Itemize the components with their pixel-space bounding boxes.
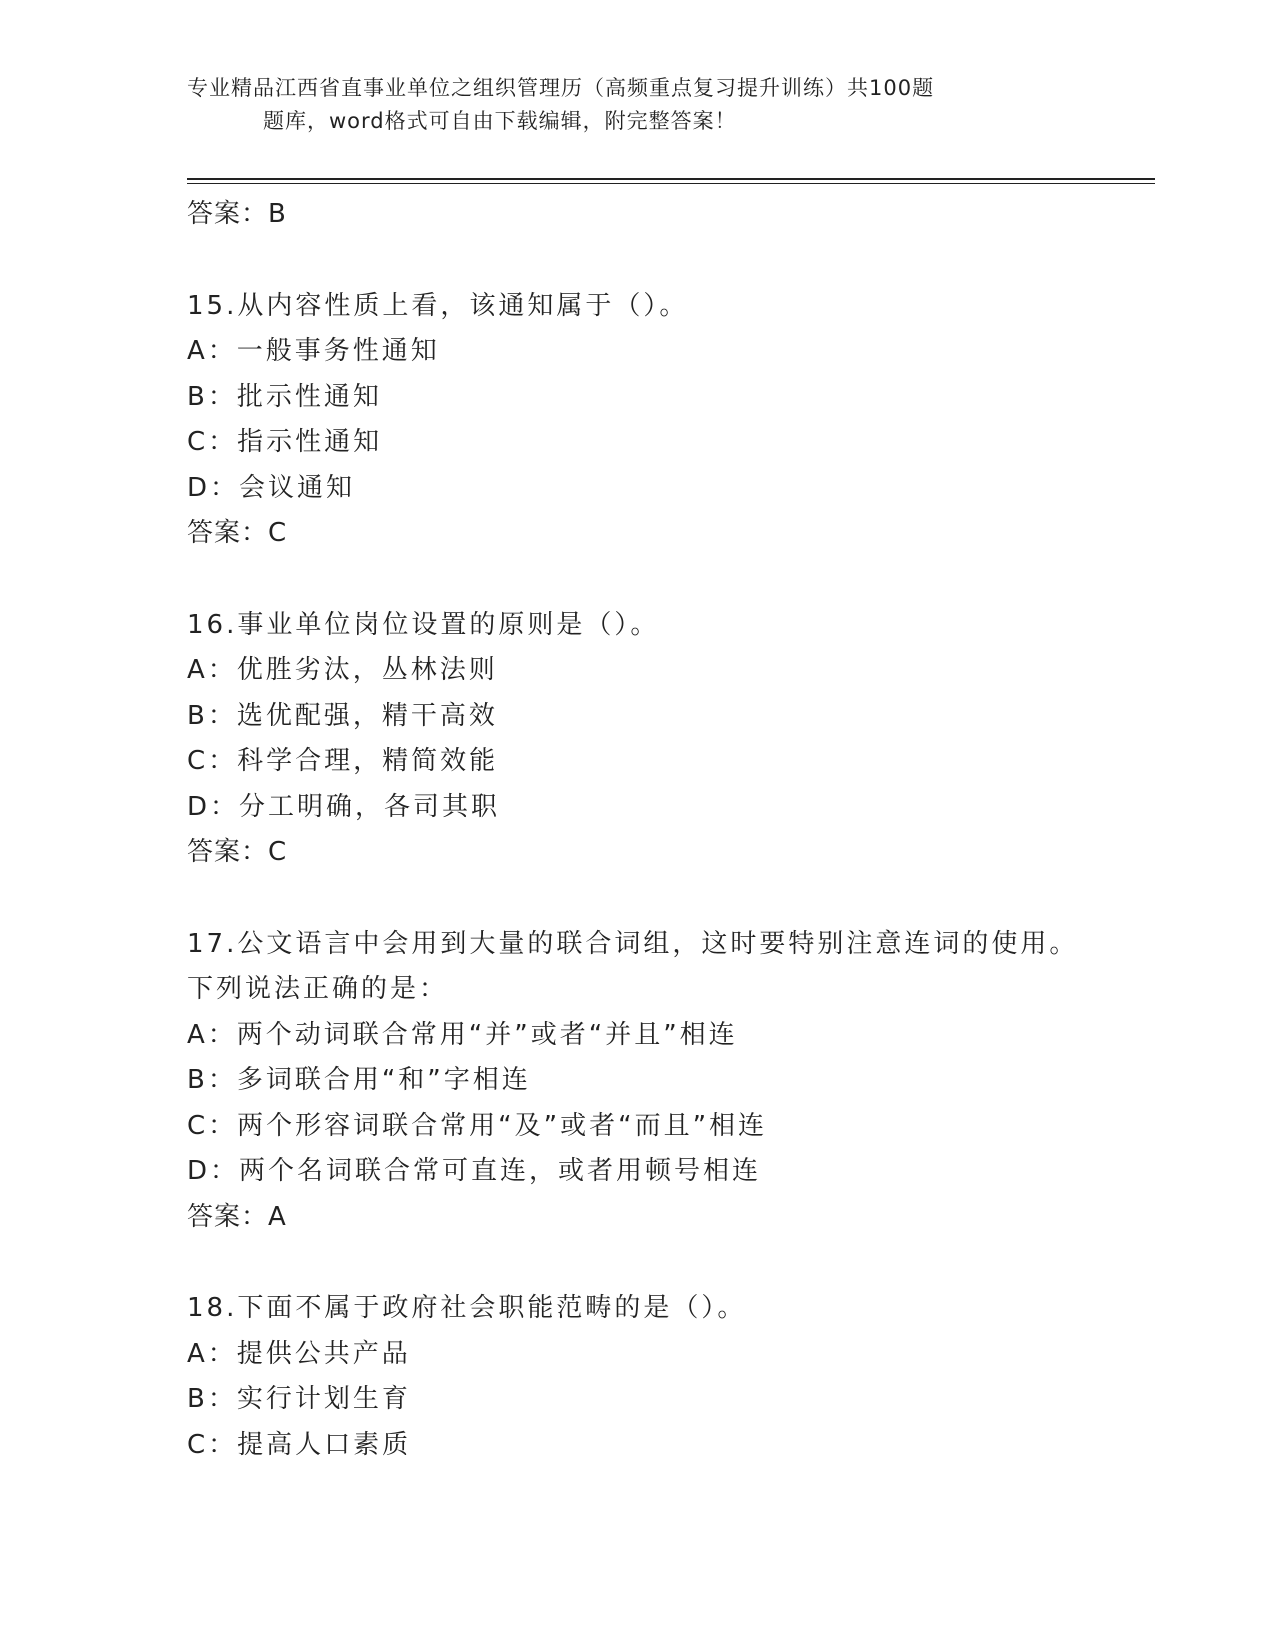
option-d: D：两个名词联合常可直连，或者用顿号相连 (187, 1156, 762, 1186)
answer-line: 答案：C (187, 837, 288, 867)
answer-line: 答案：A (187, 1201, 287, 1232)
question-16 (187, 603, 1155, 876)
option-d: D：会议通知 (187, 472, 356, 503)
question-15 (187, 284, 1155, 557)
option-a: A：两个动词联合常用“并”或者“并且”相连 (187, 1019, 738, 1050)
option-c: C：提高人口素质 (187, 1429, 412, 1460)
header-rule-thick (187, 178, 1155, 180)
document-header (187, 72, 1047, 138)
option-d: D：分工明确，各司其职 (187, 791, 501, 822)
option-a: A：一般事务性通知 (187, 336, 440, 366)
question-stem: 18.下面不属于政府社会职能范畴的是（）。 (187, 1293, 747, 1323)
option-c: C：指示性通知 (187, 427, 383, 457)
question-stem-line-2: 下列说法正确的是： (187, 974, 449, 1004)
question-list (187, 192, 1155, 1468)
header-rule-thin (187, 183, 1155, 184)
spacer (187, 238, 1155, 284)
question-18 (187, 1286, 1155, 1468)
option-b: B：选优配强，精干高效 (187, 700, 498, 731)
question-stem: 15.从内容性质上看，该通知属于（）。 (187, 290, 689, 321)
spacer (187, 876, 1155, 922)
header-title-line-2: 题库，word格式可自由下载编辑，附完整答案！ (263, 109, 737, 133)
answer-line: 答案：B (187, 199, 287, 229)
spacer (187, 557, 1155, 603)
header-title-line-1: 专业精品江西省直事业单位之组织管理历（高频重点复习提升训练）共100题 (187, 76, 935, 100)
option-a: A：提供公共产品 (187, 1338, 411, 1369)
answer-line: 答案：C (187, 518, 288, 548)
question-stem-line-1: 17.公文语言中会用到大量的联合词组，这时要特别注意连词的使用。 (187, 928, 1079, 959)
option-a: A：优胜劣汰，丛林法则 (187, 655, 498, 685)
option-b: B：多词联合用“和”字相连 (187, 1065, 531, 1095)
question-stem: 16.事业单位岗位设置的原则是（）。 (187, 609, 660, 640)
option-b: B：实行计划生育 (187, 1384, 411, 1414)
option-c: C：科学合理，精简效能 (187, 746, 499, 776)
option-c: C：两个形容词联合常用“及”或者“而且”相连 (187, 1110, 768, 1141)
question-17 (187, 922, 1155, 1241)
spacer (187, 1240, 1155, 1286)
option-b: B：批示性通知 (187, 381, 382, 412)
